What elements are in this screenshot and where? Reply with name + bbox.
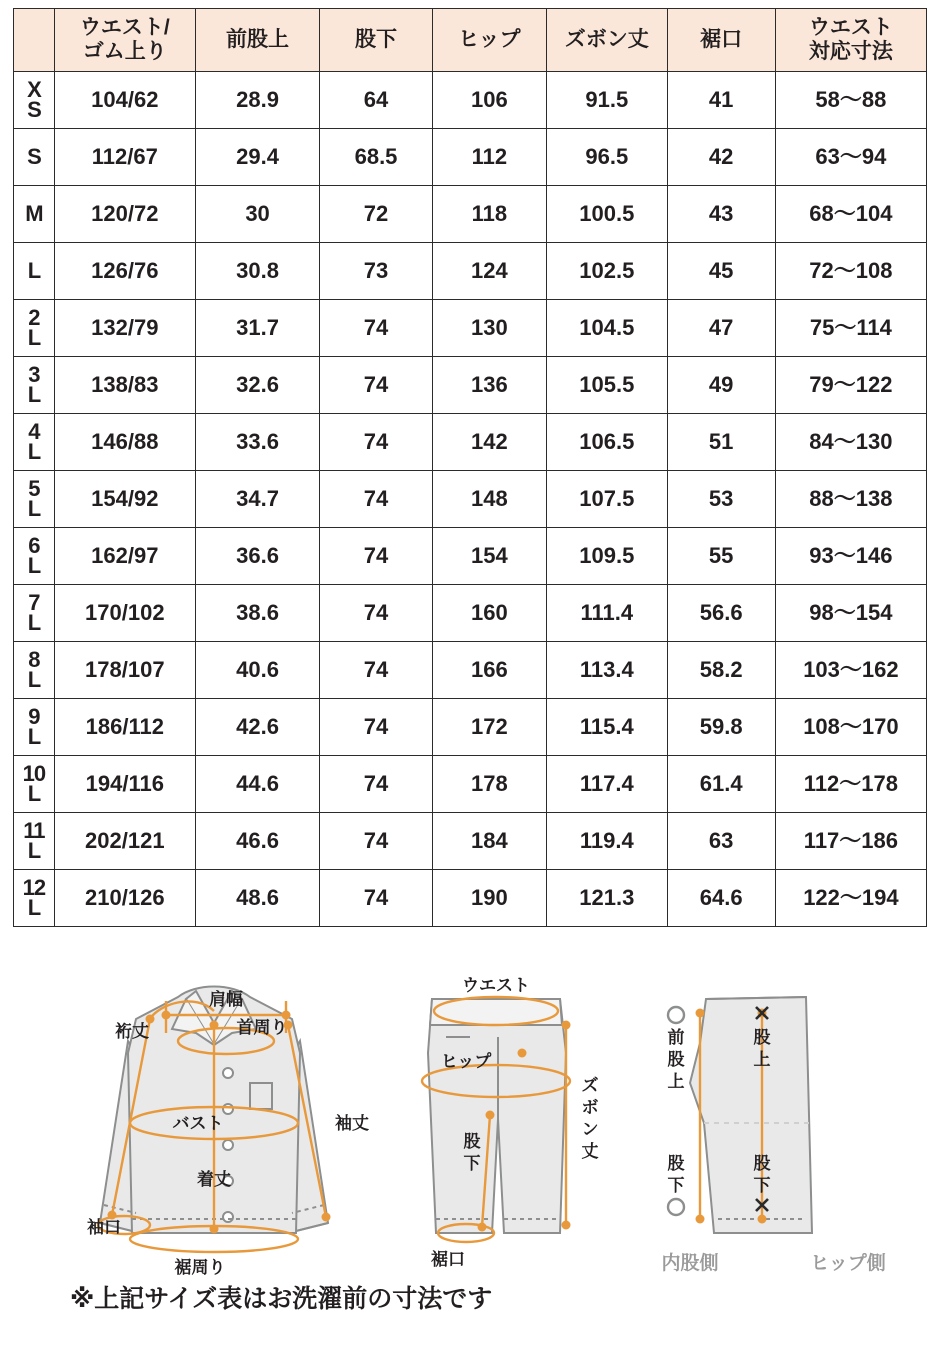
cell-pants-length: 117.4 [547, 756, 668, 813]
label-rise-lower-left-char1: 股 [667, 1154, 685, 1173]
size-label-part: 4 [28, 418, 40, 444]
cell-hip: 172 [432, 699, 546, 756]
cell-waist: 194/116 [54, 756, 195, 813]
cell-pants-length: 106.5 [547, 414, 668, 471]
cell-pants-length: 96.5 [547, 129, 668, 186]
size-chart-page [0, 8, 940, 1368]
cell-fit: 122〜194 [775, 870, 926, 927]
cell-front-rise: 33.6 [195, 414, 320, 471]
cell-front-rise: 30.8 [195, 243, 320, 300]
cell-hem: 41 [667, 72, 775, 129]
cell-pants-length: 91.5 [547, 72, 668, 129]
cell-hem: 45 [667, 243, 775, 300]
cell-pants-length: 102.5 [547, 243, 668, 300]
size-label-part: 11 [23, 817, 45, 843]
cell-waist: 104/62 [54, 72, 195, 129]
table-row [14, 699, 927, 756]
label-front-rise-char1: 前 [667, 1028, 685, 1047]
table-row [14, 813, 927, 870]
cell-hem: 51 [667, 414, 775, 471]
cell-fit: 63〜94 [775, 129, 926, 186]
size-label-part: L [27, 610, 41, 635]
header-fit-line2: 対応寸法 [808, 40, 893, 63]
size-label-part: M [25, 200, 43, 226]
cell-pants-length: 113.4 [547, 642, 668, 699]
size-label-part: L [27, 781, 41, 806]
rise-illustration [690, 997, 812, 1233]
size-label-part: X [27, 76, 41, 102]
label-crotch-upper-char1: 股 [753, 1028, 771, 1047]
cell-hip: 112 [432, 129, 546, 186]
cell-inseam: 74 [320, 414, 432, 471]
cell-front-rise: 40.6 [195, 642, 320, 699]
table-body [14, 72, 927, 927]
header-inseam: 股下 [320, 9, 432, 72]
cell-waist: 162/97 [54, 528, 195, 585]
cell-waist: 210/126 [54, 870, 195, 927]
size-label-part: L [27, 724, 41, 749]
cell-waist: 138/83 [54, 357, 195, 414]
label-body-length: 着丈 [197, 1170, 231, 1189]
cell-waist: 170/102 [54, 585, 195, 642]
cell-size [14, 129, 55, 186]
cell-hip: 106 [432, 72, 546, 129]
cell-fit: 103〜162 [775, 642, 926, 699]
cell-hip: 130 [432, 300, 546, 357]
size-label-part: L [27, 257, 41, 283]
cell-fit: 93〜146 [775, 528, 926, 585]
cell-hip: 190 [432, 870, 546, 927]
cell-hip: 136 [432, 357, 546, 414]
cell-fit: 117〜186 [775, 813, 926, 870]
cell-size [14, 756, 55, 813]
cell-waist: 154/92 [54, 471, 195, 528]
table-row [14, 357, 927, 414]
cell-fit: 108〜170 [775, 699, 926, 756]
cell-hem: 43 [667, 186, 775, 243]
cell-front-rise: 38.6 [195, 585, 320, 642]
cell-waist: 120/72 [54, 186, 195, 243]
label-neck: 首周り [236, 1018, 288, 1037]
cell-inseam: 74 [320, 300, 432, 357]
cell-front-rise: 44.6 [195, 756, 320, 813]
cell-pants-length: 109.5 [547, 528, 668, 585]
size-label-part: L [27, 667, 41, 692]
cell-front-rise: 30 [195, 186, 320, 243]
cell-pants-length: 107.5 [547, 471, 668, 528]
cell-front-rise: 48.6 [195, 870, 320, 927]
cell-hem: 55 [667, 528, 775, 585]
size-label-part: 9 [28, 703, 40, 729]
size-table [13, 8, 927, 927]
label-cuff: 袖口 [87, 1218, 121, 1237]
cell-size [14, 813, 55, 870]
cell-hip: 124 [432, 243, 546, 300]
cell-pants-length: 105.5 [547, 357, 668, 414]
header-pants-length: ズボン丈 [547, 9, 668, 72]
size-label-part: 6 [28, 532, 40, 558]
header-waist [54, 9, 195, 72]
header-front-rise: 前股上 [195, 9, 320, 72]
table-row [14, 642, 927, 699]
table-row [14, 186, 927, 243]
cell-inseam: 74 [320, 528, 432, 585]
cell-hip: 142 [432, 414, 546, 471]
cell-fit: 98〜154 [775, 585, 926, 642]
label-pants-length-char3: ン [581, 1120, 599, 1139]
cell-size [14, 642, 55, 699]
cell-size [14, 870, 55, 927]
cell-hem: 47 [667, 300, 775, 357]
size-label-part: L [27, 553, 41, 578]
header-hem: 裾口 [667, 9, 775, 72]
cell-hem: 49 [667, 357, 775, 414]
cell-front-rise: 34.7 [195, 471, 320, 528]
label-bust: バスト [172, 1114, 224, 1133]
table-row [14, 414, 927, 471]
cell-front-rise: 46.6 [195, 813, 320, 870]
label-rise-lower-right-char2: 下 [753, 1176, 771, 1195]
cell-fit: 112〜178 [775, 756, 926, 813]
pants-illustration [428, 999, 566, 1233]
cell-inseam: 74 [320, 756, 432, 813]
size-label-part: 12 [22, 874, 46, 900]
label-front-rise-char3: 上 [667, 1072, 685, 1091]
cell-hem: 59.8 [667, 699, 775, 756]
cell-size [14, 72, 55, 129]
cell-pants-length: 111.4 [547, 585, 668, 642]
table-row [14, 756, 927, 813]
measurement-diagrams [0, 933, 940, 1323]
cell-front-rise: 29.4 [195, 129, 320, 186]
cell-size [14, 528, 55, 585]
label-pants-hem: 裾口 [431, 1250, 465, 1269]
cell-inseam: 74 [320, 870, 432, 927]
size-label-part: L [27, 838, 41, 863]
label-hip-side: ヒップ側 [810, 1253, 886, 1274]
cell-hip: 118 [432, 186, 546, 243]
cell-size [14, 300, 55, 357]
size-label-part: 8 [28, 646, 40, 672]
header-size [14, 9, 55, 72]
table-row [14, 129, 927, 186]
label-yuki: 裄丈 [115, 1022, 149, 1041]
cell-fit: 58〜88 [775, 72, 926, 129]
label-inner-thigh-side: 内股側 [661, 1253, 719, 1274]
table-header [14, 9, 927, 72]
table-row [14, 243, 927, 300]
cell-size [14, 186, 55, 243]
label-rise-lower-left-char2: 下 [667, 1176, 685, 1195]
cell-pants-length: 115.4 [547, 699, 668, 756]
label-front-rise-char2: 股 [667, 1050, 685, 1069]
cell-front-rise: 31.7 [195, 300, 320, 357]
size-label-part: 10 [22, 760, 46, 786]
label-pants-hip: ヒップ [440, 1052, 492, 1071]
label-shoulder-width: 肩幅 [209, 990, 243, 1009]
cell-hip: 154 [432, 528, 546, 585]
cell-hem: 64.6 [667, 870, 775, 927]
cell-waist: 186/112 [54, 699, 195, 756]
table-row [14, 471, 927, 528]
size-label-part: L [27, 895, 41, 920]
size-label-part: 5 [28, 475, 40, 501]
table-row [14, 528, 927, 585]
cell-pants-length: 104.5 [547, 300, 668, 357]
label-pants-waist: ウエスト [462, 976, 530, 995]
cell-fit: 68〜104 [775, 186, 926, 243]
cell-waist: 178/107 [54, 642, 195, 699]
cell-inseam: 74 [320, 813, 432, 870]
cell-size [14, 357, 55, 414]
cell-fit: 84〜130 [775, 414, 926, 471]
header-fit-line1: ウエスト [808, 16, 893, 40]
cell-size [14, 243, 55, 300]
cell-size [14, 471, 55, 528]
cell-waist: 112/67 [54, 129, 195, 186]
cell-inseam: 74 [320, 699, 432, 756]
cell-inseam: 64 [320, 72, 432, 129]
cell-hip: 178 [432, 756, 546, 813]
cell-hip: 148 [432, 471, 546, 528]
size-label-part: L [27, 325, 41, 350]
size-label-part: S [27, 97, 41, 122]
header-waist-line2: ゴム上り [82, 40, 167, 63]
cell-front-rise: 32.6 [195, 357, 320, 414]
cell-inseam: 68.5 [320, 129, 432, 186]
label-pants-inseam-char1: 股 [463, 1132, 481, 1151]
cell-size [14, 699, 55, 756]
cell-hip: 166 [432, 642, 546, 699]
cell-waist: 126/76 [54, 243, 195, 300]
header-row [14, 9, 927, 72]
cell-hem: 63 [667, 813, 775, 870]
cell-waist: 202/121 [54, 813, 195, 870]
cell-inseam: 74 [320, 642, 432, 699]
label-pants-length-char1: ズ [581, 1076, 599, 1095]
size-label-part: 7 [28, 589, 40, 615]
size-label-part: 2 [28, 304, 40, 330]
cell-size [14, 414, 55, 471]
cell-hip: 160 [432, 585, 546, 642]
label-pants-length-char2: ボ [581, 1098, 599, 1117]
cell-fit: 75〜114 [775, 300, 926, 357]
cell-inseam: 72 [320, 186, 432, 243]
size-label-part: L [27, 382, 41, 407]
header-hip: ヒップ [432, 9, 546, 72]
cell-pants-length: 121.3 [547, 870, 668, 927]
size-label-part: L [27, 439, 41, 464]
cell-hem: 58.2 [667, 642, 775, 699]
cell-size [14, 585, 55, 642]
cell-inseam: 74 [320, 471, 432, 528]
cell-front-rise: 36.6 [195, 528, 320, 585]
table-row [14, 870, 927, 927]
label-crotch-upper-char2: 上 [753, 1050, 771, 1069]
cell-hem: 61.4 [667, 756, 775, 813]
cell-hip: 184 [432, 813, 546, 870]
cell-pants-length: 100.5 [547, 186, 668, 243]
table-row [14, 72, 927, 129]
cell-front-rise: 42.6 [195, 699, 320, 756]
cell-pants-length: 119.4 [547, 813, 668, 870]
header-fit [775, 9, 926, 72]
table-row [14, 300, 927, 357]
cell-fit: 79〜122 [775, 357, 926, 414]
header-waist-line1: ウエスト/ [79, 16, 170, 40]
cell-inseam: 74 [320, 357, 432, 414]
cell-hem: 56.6 [667, 585, 775, 642]
size-label-part: L [27, 496, 41, 521]
cell-waist: 146/88 [54, 414, 195, 471]
label-pants-inseam-char2: 下 [463, 1154, 481, 1173]
cell-front-rise: 28.9 [195, 72, 320, 129]
size-label-part: S [27, 143, 41, 169]
cell-waist: 132/79 [54, 300, 195, 357]
cell-hem: 42 [667, 129, 775, 186]
cell-inseam: 74 [320, 585, 432, 642]
label-sleeve-length: 袖丈 [335, 1114, 369, 1133]
label-hem-circumference: 裾周り [174, 1258, 226, 1277]
table-row [14, 585, 927, 642]
cell-hem: 53 [667, 471, 775, 528]
size-label-part: 3 [28, 361, 40, 387]
cell-inseam: 73 [320, 243, 432, 300]
label-rise-lower-right-char1: 股 [753, 1154, 771, 1173]
cell-fit: 72〜108 [775, 243, 926, 300]
label-pants-length-char4: 丈 [581, 1142, 599, 1161]
footnote: ※上記サイズ表はお洗濯前の寸法です [70, 1285, 493, 1313]
cell-fit: 88〜138 [775, 471, 926, 528]
